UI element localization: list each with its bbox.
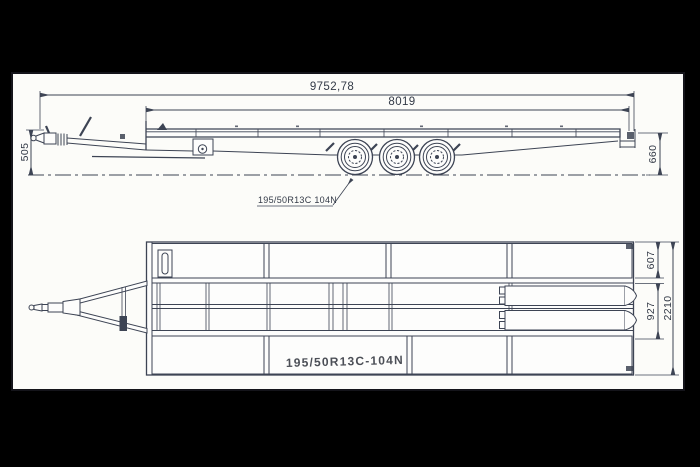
tire-spec-callout — [257, 179, 352, 206]
dim-internal-length-value: 8019 — [388, 96, 416, 108]
wheel-1 — [338, 140, 373, 175]
dim-coupling-height-value: 505 — [19, 142, 31, 162]
loading-ramp-2 — [500, 311, 637, 331]
tire-spec-text: 195/50R13C 104N — [258, 195, 338, 205]
dim-total-width-value: 2210 — [662, 295, 674, 321]
dim-rear-deck-height-value: 660 — [647, 144, 659, 164]
loading-ramp-1 — [500, 286, 637, 306]
a-frame-drawbar — [29, 281, 147, 333]
dimension-total-length — [40, 81, 634, 131]
axle-gear-box — [193, 139, 213, 155]
dim-side-plate-width-value: 607 — [645, 250, 657, 270]
dimension-side-plate-width — [635, 242, 679, 278]
top-view — [29, 242, 679, 375]
side-view — [19, 81, 668, 206]
dimension-internal-length — [146, 96, 629, 131]
side-chassis — [31, 117, 635, 158]
dim-center-track-width-value: 927 — [645, 301, 657, 321]
wheel-2 — [380, 140, 415, 175]
dimension-total-width — [635, 242, 679, 375]
winch-slot — [158, 250, 172, 277]
dimension-center-track-width — [635, 284, 664, 340]
wheel-3 — [420, 140, 455, 175]
tire-spec-watermark: 195/50R13C-104N — [285, 352, 405, 370]
dimension-rear-deck-height — [638, 133, 668, 175]
handbrake-lever — [80, 117, 91, 136]
rear-ramp-bracket — [620, 129, 635, 148]
dim-total-length-value: 9752,78 — [309, 81, 355, 93]
jockey-clamp — [120, 134, 125, 139]
coupling-head — [31, 126, 67, 146]
jockey-wheel — [120, 287, 128, 331]
winch-post — [157, 123, 167, 130]
